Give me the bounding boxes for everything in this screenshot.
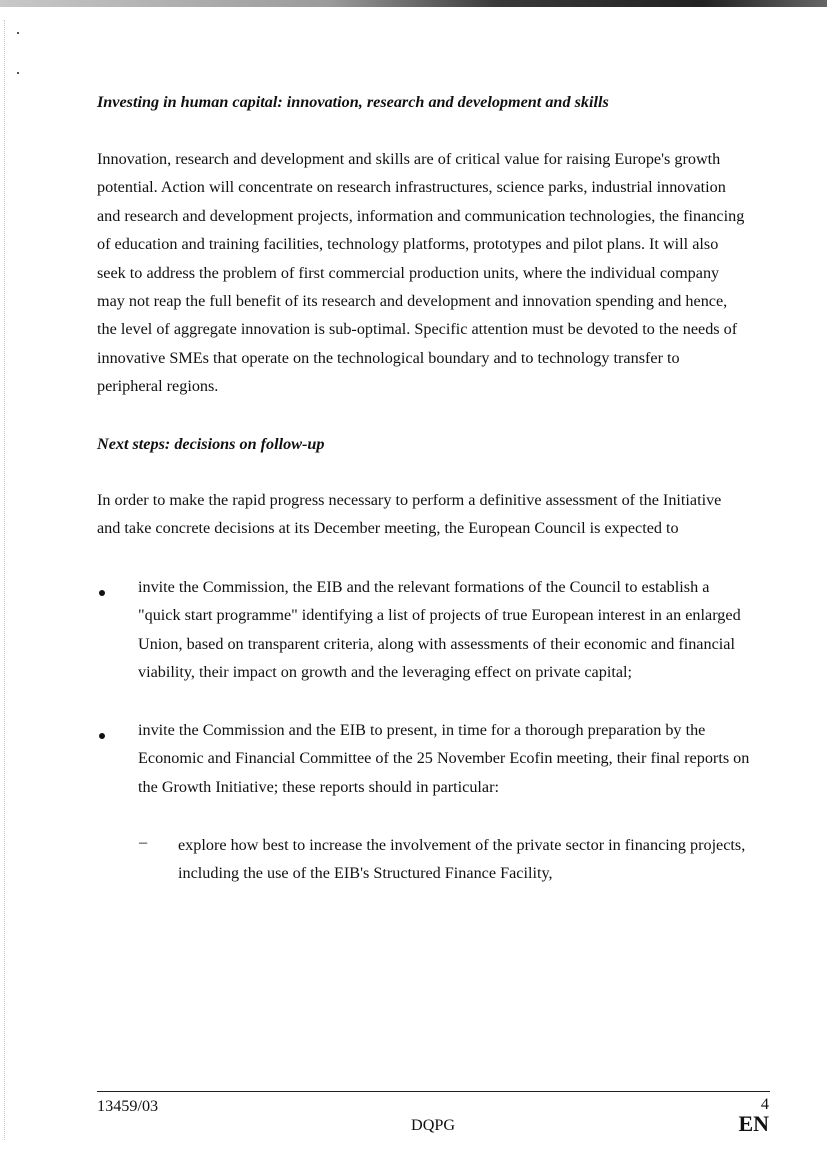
- text-line: the level of aggregate innovation is sub-optimal. Specific attention must be devoted to the needs of: [97, 320, 738, 339]
- text-line: invite the Commission and the EIB to present, in time for a thorough preparation by the: [138, 721, 706, 739]
- text-line: Innovation, research and development and skills are of critical value for raising Europe's growth: [97, 150, 721, 168]
- dash-marker: –: [139, 833, 148, 851]
- text-line: In order to make the rapid progress necessary to perform a definitive assessment of the Initiative: [97, 491, 722, 509]
- bullet-icon: [99, 590, 105, 596]
- text-line: Economic and Financial Committee of the 25 November Ecofin meeting, their final reports on: [138, 749, 750, 768]
- text-line: "quick start programme" identifying a list of projects of true European interest in an enlarged: [138, 606, 741, 625]
- language-code: EN: [738, 1111, 769, 1136]
- scan-speck: [17, 32, 19, 34]
- text-line: and take concrete decisions at its December meeting, the European Council is expected to: [97, 519, 679, 538]
- subitem-private-sector: [178, 831, 778, 888]
- scan-speck: [17, 72, 19, 74]
- scan-edge-top: [0, 0, 827, 7]
- text-line: seek to address the problem of first commercial production units, where the individual company: [97, 263, 720, 282]
- section-heading-human-capital: Investing in human capital: innovation, research and development and skills: [97, 93, 609, 111]
- text-line: explore how best to increase the involvement of the private sector in financing projects,: [178, 836, 746, 854]
- paragraph-human-capital: [97, 145, 777, 401]
- text-line: potential. Action will concentrate on research infrastructures, science parks, industrial innovation: [97, 178, 726, 197]
- paragraph-next-steps: [97, 486, 777, 543]
- footer-divider: [97, 1091, 770, 1092]
- bullet-item-quick-start: [138, 573, 778, 687]
- bullet-item-final-reports: [138, 716, 778, 801]
- text-line: peripheral regions.: [97, 377, 219, 396]
- text-line: viability, their impact on growth and the leveraging effect on private capital;: [138, 663, 632, 682]
- text-line: invite the Commission, the EIB and the relevant formations of the Council to establish a: [138, 578, 710, 596]
- scan-edge-left: [4, 20, 6, 1140]
- document-reference: 13459/03: [97, 1097, 159, 1115]
- text-line: innovative SMEs that operate on the technological boundary and to technology transfer to: [97, 348, 680, 367]
- department-code: DQPG: [411, 1116, 456, 1134]
- text-line: and research and development projects, information and communication technologies, the financing: [97, 206, 745, 225]
- text-line: Union, based on transparent criteria, along with assessments of their economic and financial: [138, 634, 735, 653]
- section-heading-next-steps: Next steps: decisions on follow-up: [97, 435, 325, 453]
- text-line: including the use of the EIB's Structured Finance Facility,: [178, 864, 553, 883]
- page-number: 4: [760, 1095, 769, 1113]
- text-line: of education and training facilities, technology platforms, prototypes and pilot plans. It will also: [97, 235, 719, 254]
- text-line: the Growth Initiative; these reports should in particular:: [138, 777, 499, 796]
- text-line: may not reap the full benefit of its research and development and innovation spending and hence,: [97, 292, 728, 311]
- bullet-icon: [99, 733, 105, 739]
